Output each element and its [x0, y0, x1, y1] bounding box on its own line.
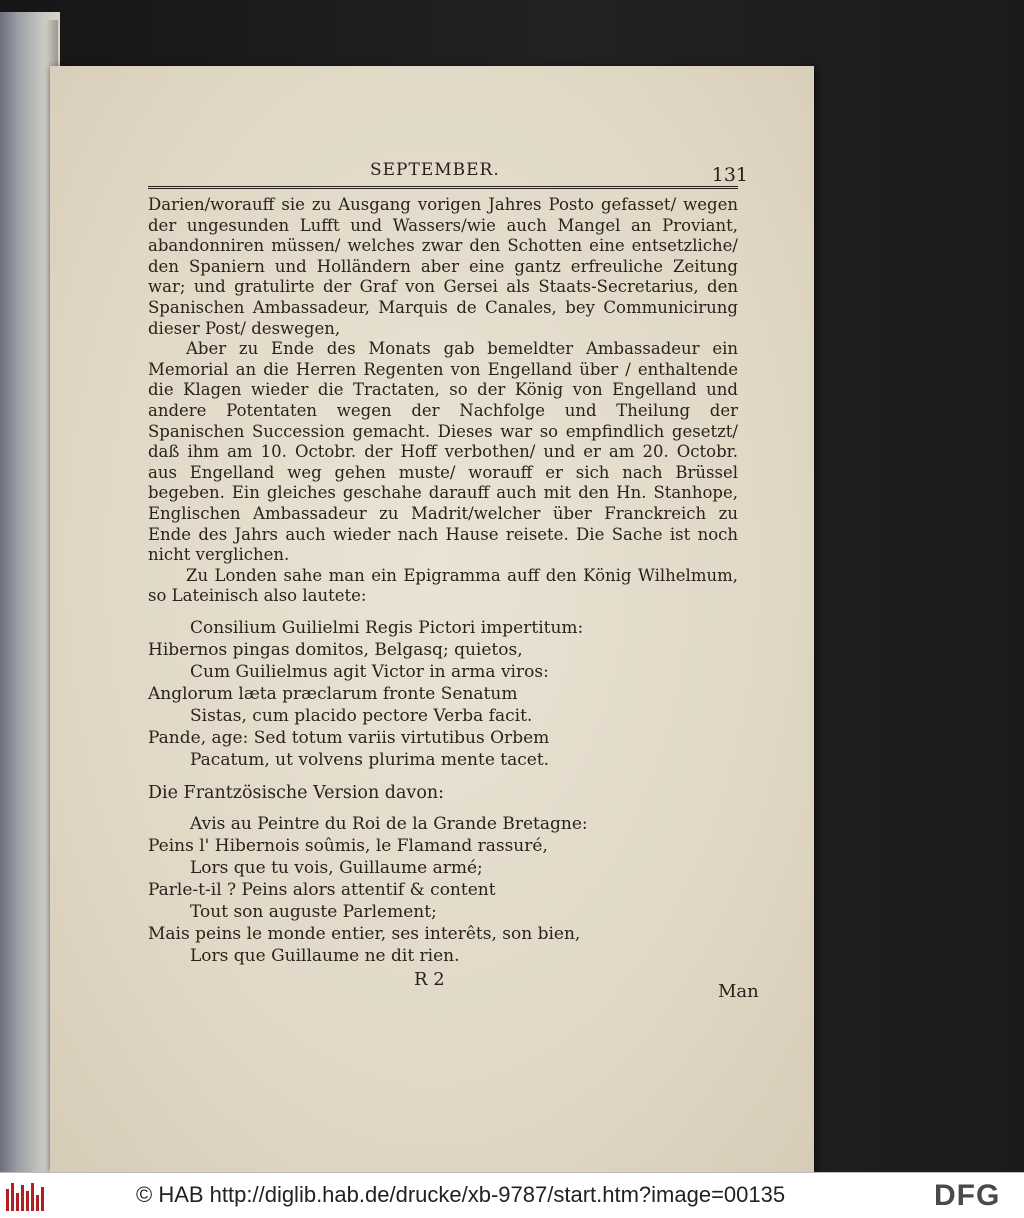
page-header [148, 158, 748, 186]
poem-line: Consilium Guilielmi Regis Pictori impertitum: [190, 617, 584, 638]
poem-line: Peins l' Hibernois soûmis, le Flamand rassuré, [148, 835, 548, 856]
poem-line: Pande, age: Sed totum variis virtutibus Orbem [148, 727, 550, 748]
page-footer [148, 968, 759, 1009]
running-head: SEPTEMBER. [370, 160, 500, 180]
poem-line: Avis au Peintre du Roi de la Grande Bretagne: [190, 813, 588, 834]
poem-line: Lors que tu vois, Guillaume armé; [190, 857, 483, 878]
latin-poem [148, 617, 738, 771]
poem-line: Cum Guilielmus agit Victor in arma viros: [190, 661, 549, 682]
poem-line: Hibernos pingas domitos, Belgasq; quietos, [148, 639, 523, 660]
poem-line: Lors que Guillaume ne dit rien. [190, 945, 460, 966]
dfg-logo: DFG [934, 1179, 1001, 1212]
page-text-block [148, 158, 759, 1009]
poem-line: Pacatum, ut volvens plurima mente tacet. [190, 749, 550, 770]
page-number: 131 [711, 164, 748, 186]
poem-line: Tout son auguste Parlement; [190, 901, 437, 922]
status-bar [0, 1172, 1024, 1218]
french-version-heading: Die Frantzösische Version davon: [148, 782, 445, 803]
header-rule [148, 186, 738, 189]
signature-mark: R 2 [414, 968, 445, 990]
hab-logo-icon [6, 1181, 46, 1211]
copyright-link[interactable]: © HAB http://diglib.hab.de/drucke/xb-9787/start.htm?image=00135 [136, 1182, 786, 1207]
catchword: Man [718, 980, 759, 1002]
scanned-page [50, 66, 814, 1172]
poem-line: Parle-t-il ? Peins alors attentif & content [148, 879, 496, 900]
poem-line: Sistas, cum placido pectore Verba facit. [190, 705, 533, 726]
poem-line: Anglorum læta præclarum fronte Senatum [148, 683, 518, 704]
poem-line: Mais peins le monde entier, ses interêts, son bien, [148, 923, 581, 944]
french-poem [148, 813, 738, 967]
paragraph-1: Darien/worauff sie zu Ausgang vorigen Jahres Posto gefasset/ wegen der ungesunden Lufft und Wassers/wie auch Mangel an Proviant, abandonniren müssen/ welches zwar den Schotten eine entsetzliche/ den Spaniern und Holländern aber eine gantz erfreuliche Zeitung war; und gratulirte der Graf von Gersei als Staats-Secretarius, den Spanischen Ambassadeur, Marquis de Canales, bey Communicirung dieser Post/ deswegen, [148, 195, 738, 338]
paragraph-2: Aber zu Ende des Monats gab bemeldter Ambassadeur ein Memorial an die Herren Regenten von Engelland über / enthaltende die Klagen wieder die Tractaten, so der König von Engelland und andere Potentaten wegen der Nachfolge und Theilung der Spanischen Succession gemacht. Dieses war so empfindlich gesetzt/ daß ihm am 10. Octobr. der Hoff verbothen/ und er am 20. Octobr. aus Engelland weg gehen muste/ worauff er sich nach Brüssel begeben. Ein gleiches geschahe darauff auch mit den Hn. Stanhope, Englischen Ambassadeur zu Madrit/welcher über Franckreich zu Ende des Jahrs auch wieder nach Hause reisete. Die Sache ist noch nicht verglichen. [148, 339, 738, 565]
paragraph-3: Zu Londen sahe man ein Epigramma auff den König Wilhelmum, so Lateinisch also lautete: [148, 565, 738, 606]
